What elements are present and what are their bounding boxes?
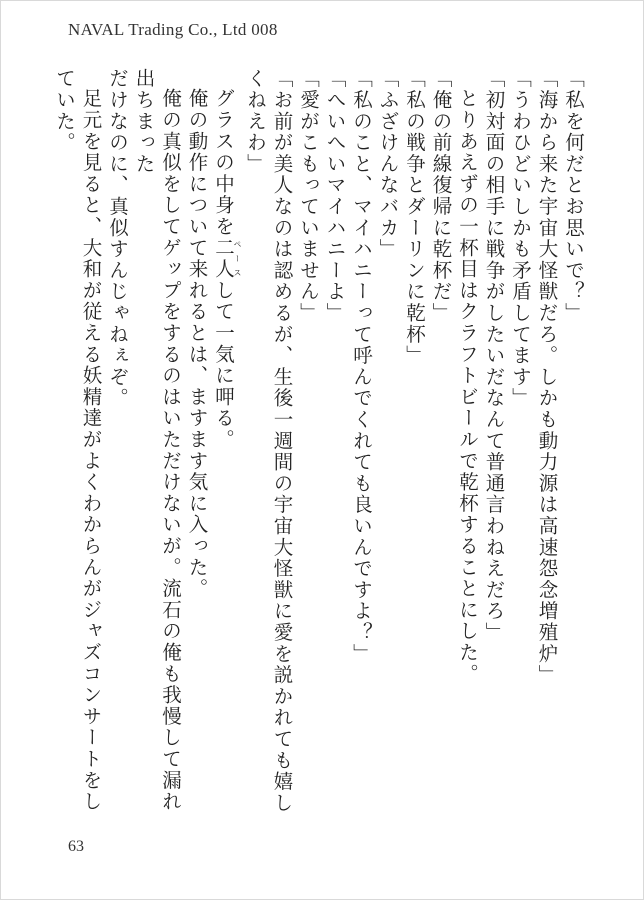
narration-line: だけなのに、真似すんじゃねぇぞ。 (106, 68, 129, 409)
dialogue-line: 「私のこと、マイハニーって呼んでくれても良いんですよ？」 (350, 68, 373, 665)
dialogue-line: 「私の戦争とダーリンに乾杯」 (403, 68, 426, 367)
dialogue-line: 「ふざけんなバカ」 (376, 68, 400, 260)
narration-line: 俺の動作について来れるとは、ますます気に入った。 (185, 87, 209, 599)
novel-body-text (53, 68, 586, 828)
ruby-base: 二人 (212, 236, 235, 280)
dialogue-line: 「お前が美人なのは認めるが、生後一週間の宇宙大怪獣に愛を説かれても嬉しくねえわ」 (244, 68, 294, 814)
page-number: 63 (68, 838, 84, 855)
running-header: NAVAL Trading Co., Ltd 008 (68, 20, 278, 39)
narration-line: とりあえずの一杯目はクラフトビールで乾杯することにした。 (456, 87, 479, 684)
dialogue-line: 「うわひどいしかも矛盾してます」 (509, 68, 532, 409)
narration-text: して一気に呷る。 (212, 279, 235, 450)
dialogue-line: 「俺の前線復帰に乾杯だ」 (429, 68, 453, 324)
ruby-reading: ペース (233, 236, 242, 280)
dialogue-line: 「愛がこもっていません」 (297, 68, 320, 324)
dialogue-line: 「初対面の相手に戦争がしたいだなんて普通言わねえだろ」 (482, 68, 506, 644)
ruby-annotation (212, 236, 242, 280)
narration-line: 足元を見ると、大和が従える妖精達がよくわからんがジャズコンサートをしていた。 (53, 68, 103, 812)
dialogue-line: 「へいへいマイハニーよ」 (323, 68, 347, 324)
dialogue-line: 「私を何だとお思いで？」 (562, 68, 585, 324)
narration-line: 俺の真似をしてゲップをするのはいただけないが。流石の俺も我慢して漏れ出ちまった (132, 68, 182, 812)
dialogue-line: 「海から来た宇宙大怪獣だろ。しかも動力源は高速怨念増殖炉」 (535, 68, 559, 686)
narration-text: グラスの中身を (212, 87, 235, 237)
narration-line-with-ruby (210, 68, 242, 828)
